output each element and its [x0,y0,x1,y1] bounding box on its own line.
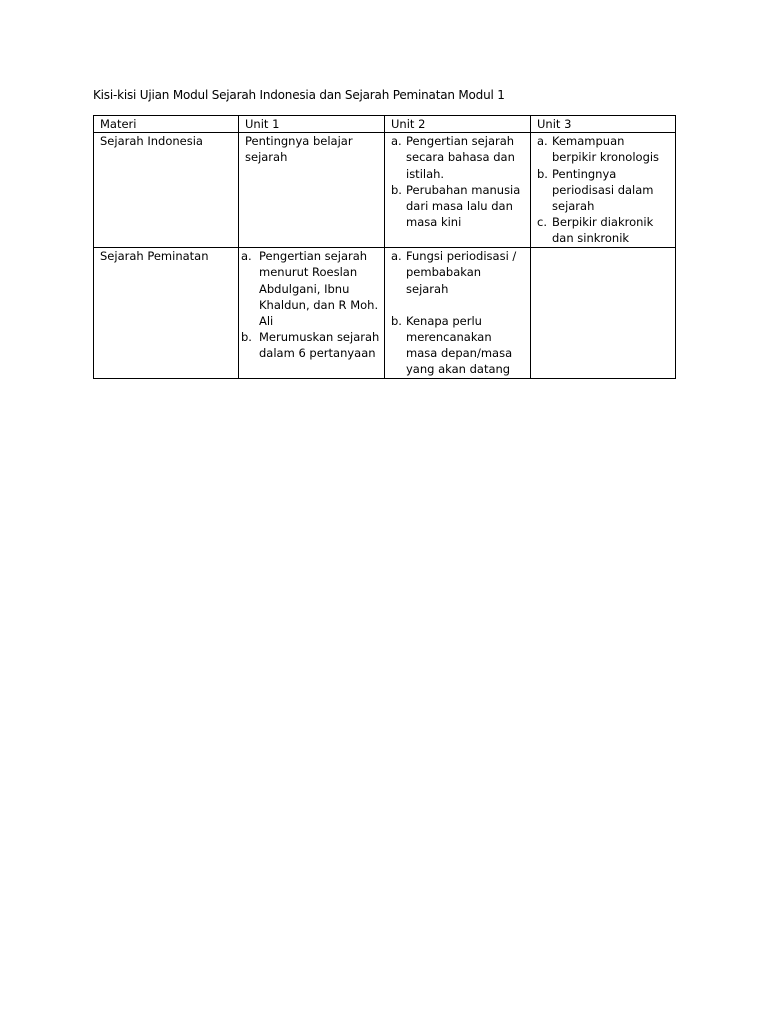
list-item [537,214,671,246]
cell-materi [94,133,239,248]
cell-unit-1 [239,133,385,248]
header-unit-2: Unit 2 [385,116,531,133]
list-item-text: Fungsi periodisasi / pembabakan sejarah [406,249,517,296]
cell-unit-3 [531,133,676,248]
list-item [241,248,380,329]
list-item [391,182,526,231]
list-marker: c. [537,215,547,230]
unit-2-list [391,248,526,377]
list-item-text: Kenapa perlu merencanakan masa depan/masa yang akan datang [406,313,513,377]
cell-unit-3 [531,248,676,378]
list-marker: a. [391,134,402,149]
list-item-text: Pengertian sejarah secara bahasa dan istilah. [406,134,515,181]
list-item-text: Perubahan manusia dari masa lalu dan masa kini [406,182,521,230]
list-item-text: Berpikir diakronik dan sinkronik [552,215,654,246]
list-marker: b. [391,313,402,328]
kisi-kisi-table [93,115,676,379]
header-unit-1: Unit 1 [239,116,385,133]
document-title: Kisi-kisi Ujian Modul Sejarah Indonesia dan Sejarah Peminatan Modul 1 [93,88,505,102]
cell-unit-2 [385,133,531,248]
list-marker: a. [241,249,252,264]
table-header-row [94,116,676,133]
list-item-text: Pentingnya periodisasi dalam sejarah [552,166,654,214]
list-item [241,329,380,361]
list-item [391,248,526,297]
header-materi: Materi [94,116,239,133]
cell-unit-2 [385,248,531,378]
list-marker: a. [391,249,402,264]
list-marker: b. [537,166,548,181]
list-item-text: Kemampuan berpikir kronologis [552,134,660,165]
header-unit-3: Unit 3 [531,116,676,133]
cell-unit-1 [239,248,385,378]
list-marker: a. [537,134,548,149]
list-item [537,133,671,165]
table-row-sejarah-indonesia [94,133,676,248]
list-item [391,313,526,378]
unit-1-text: Pentingnya belajar sejarah [245,134,353,165]
unit-3-list [537,133,671,246]
list-marker: b. [391,182,402,197]
list-item [391,133,526,182]
unit-1-list [241,248,380,361]
list-item-text: Merumuskan sejarah dalam 6 pertanyaan [259,330,380,361]
list-item-text: Pengertian sejarah menurut Roeslan Abdulgani, Ibnu Khaldun, dan R Moh. Ali [259,249,379,329]
cell-materi [94,248,239,378]
materi-label: Sejarah Indonesia [100,134,203,149]
unit-2-list [391,133,526,230]
table-row-sejarah-peminatan [94,248,676,378]
list-marker: b. [241,330,252,345]
list-item [537,166,671,215]
materi-label: Sejarah Peminatan [100,249,209,264]
